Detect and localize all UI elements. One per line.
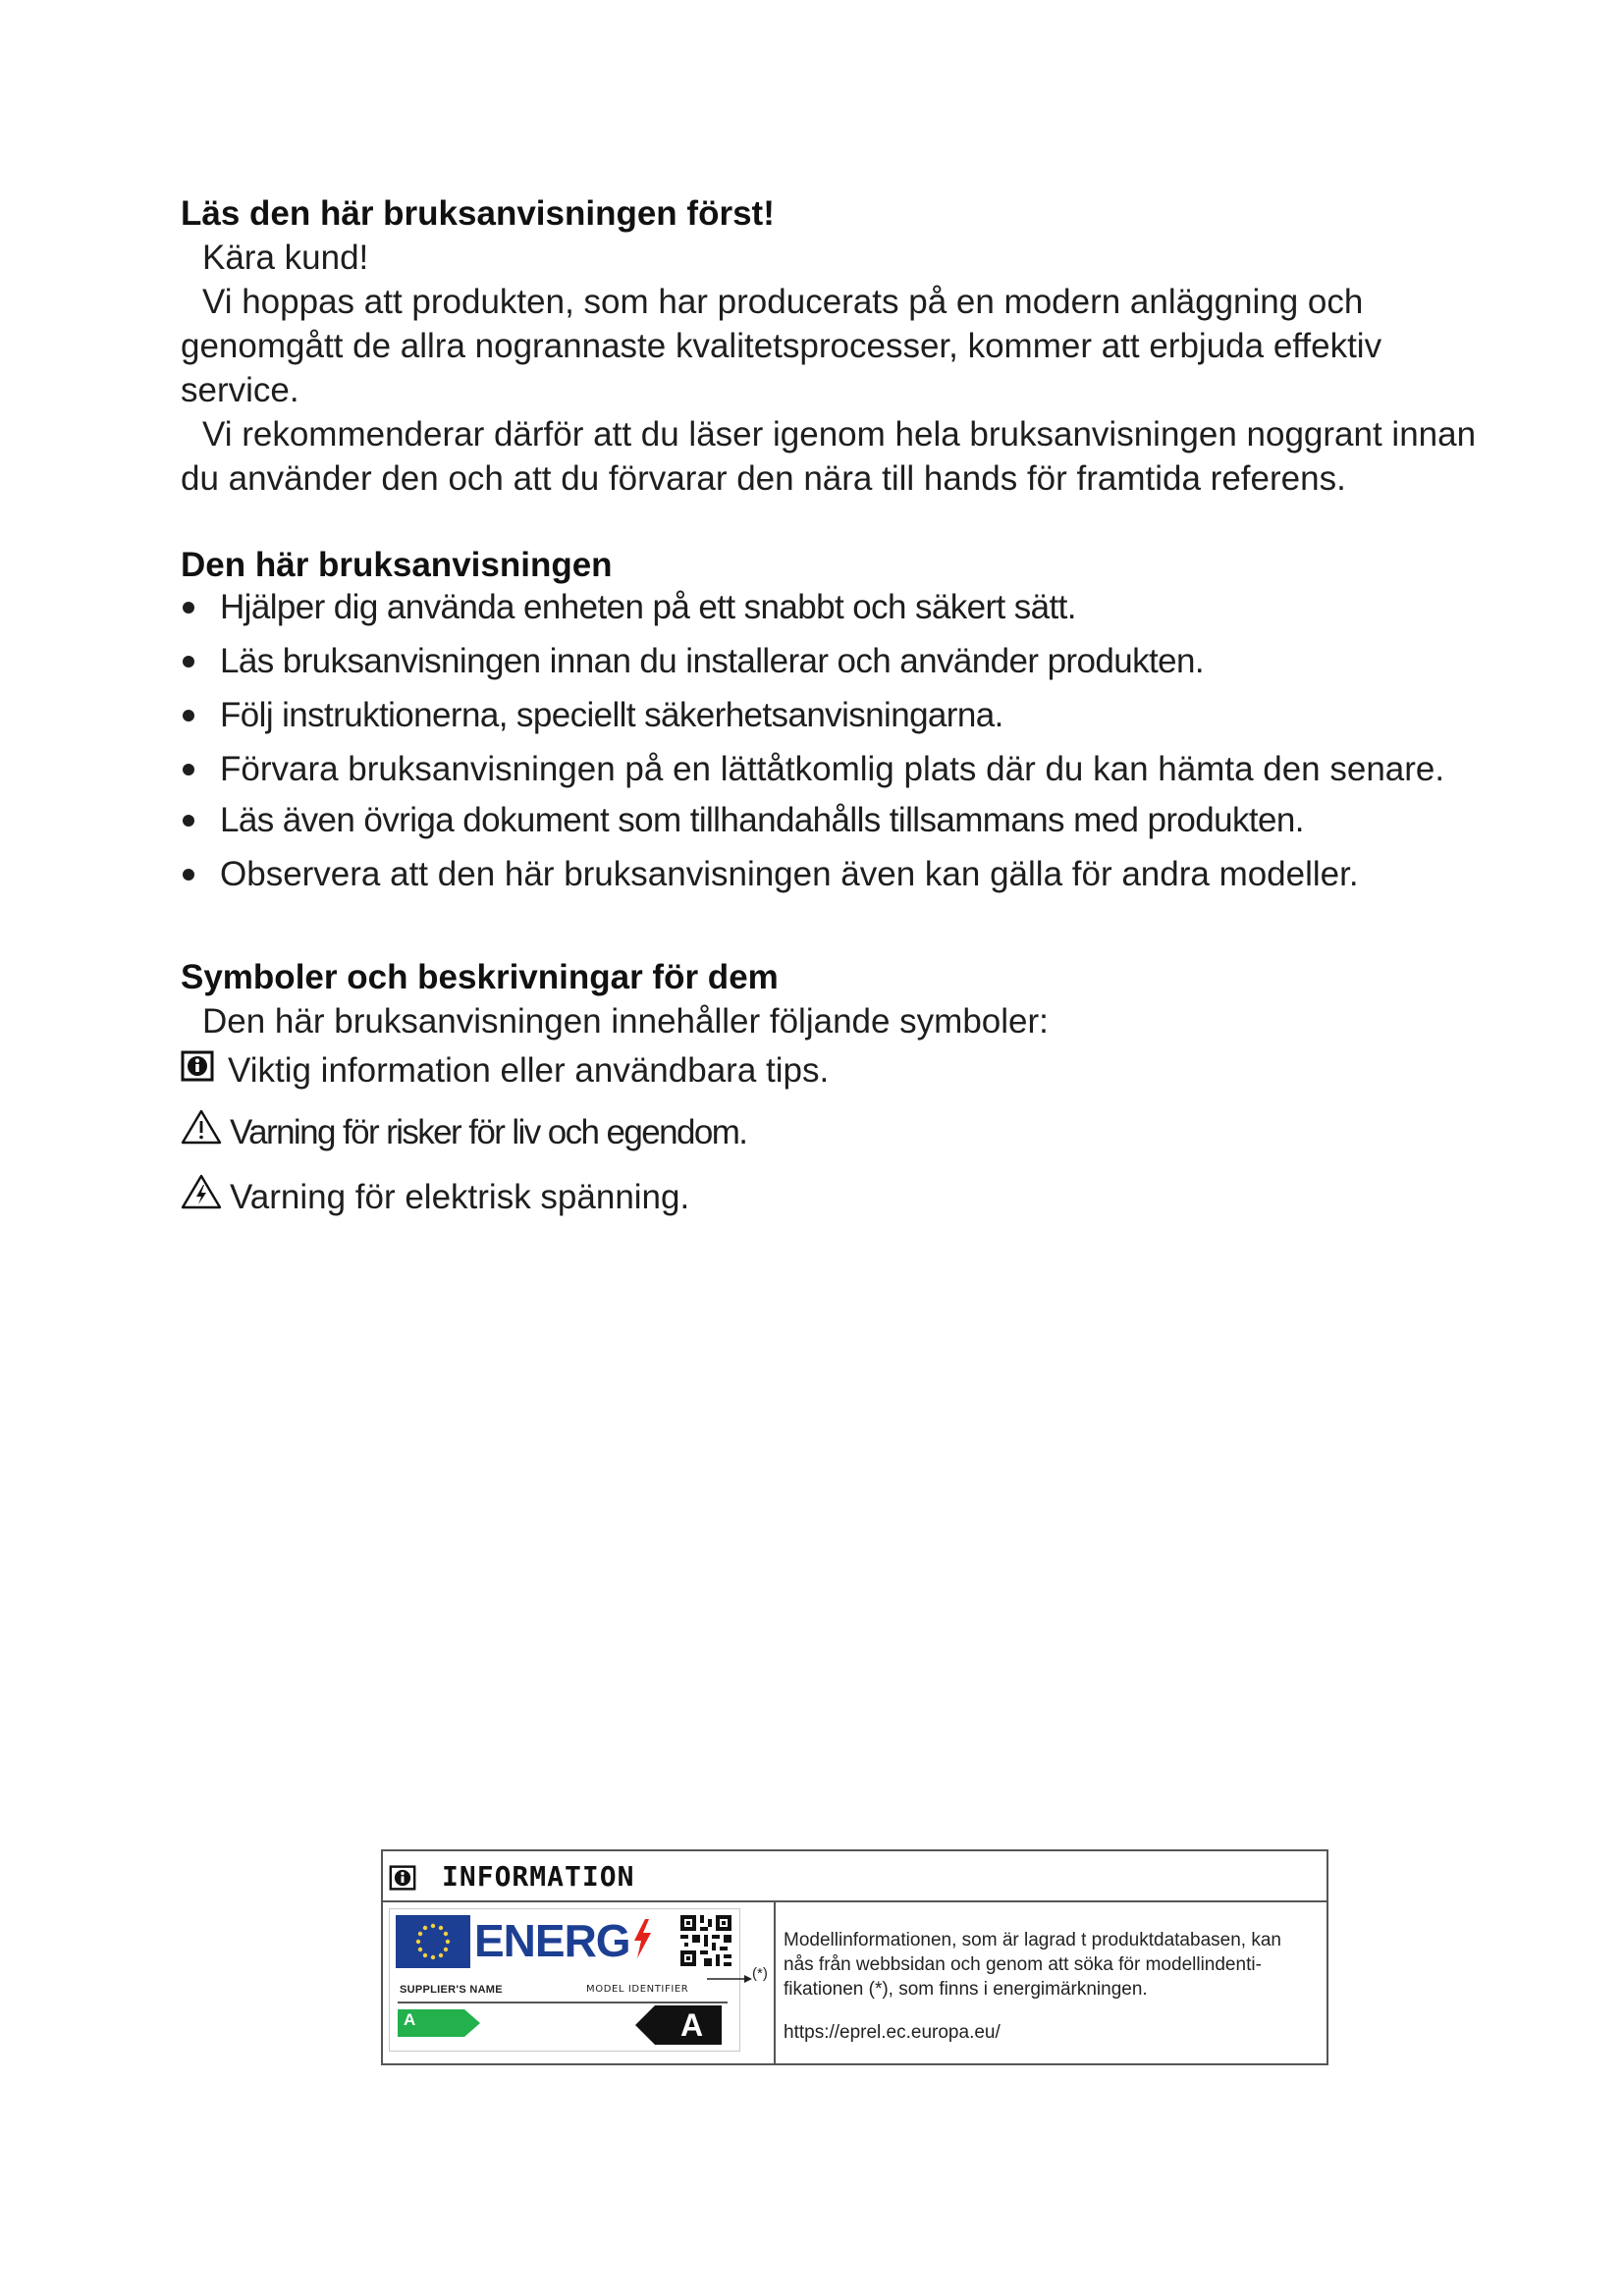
electric-warning-icon (181, 1174, 222, 1220)
list-item: Hjälper dig använda enheten på ett snabbt och säkert sätt. (181, 585, 1526, 639)
information-divider (774, 1902, 776, 2063)
symbol-row-warning: Varning för risker för liv och egendom. (181, 1109, 746, 1155)
label-divider (398, 2002, 728, 2003)
info-icon (181, 1048, 214, 1093)
eprel-link[interactable]: https://eprel.ec.europa.eu/ (784, 2022, 1001, 2043)
information-header (383, 1851, 1326, 1902)
energy-class-arrow-green: A (398, 2009, 480, 2042)
supplier-name-label: SUPPLIER'S NAME (400, 1984, 503, 1996)
info-icon (389, 1865, 416, 1896)
greeting: Kära kund! (202, 239, 369, 277)
information-description: Modellinformationen, som är lagrad t produktdatabasen, kan nås från webbsidan och genom att söka för modellindenti- fikationen (*), som finns i energimärkningen. (784, 1930, 1281, 2000)
energy-label-illustration (389, 1908, 740, 2052)
list-item: Observera att den här bruksanvisningen även kan gälla för andra modeller. (181, 852, 1526, 906)
symbol-row-electric: Varning för elektrisk spänning. (181, 1174, 689, 1220)
heading-symbols: Symboler och beskrivningar för dem (181, 958, 779, 996)
list-item: Läs även övriga dokument som tillhandahålls tillsammans med produkten. (181, 798, 1526, 852)
symbol-row-info: Viktig information eller användbara tips. (181, 1048, 829, 1093)
model-identifier-label: MODEL IDENTIFIER (586, 1984, 689, 1995)
warning-icon (181, 1109, 222, 1155)
bullet-dot-icon (183, 815, 194, 827)
model-marker: (*) (752, 1965, 768, 1982)
bullet-dot-icon (183, 869, 194, 881)
bullet-dot-icon (183, 764, 194, 775)
heading-read-first: Läs den här bruksanvisningen först! (181, 194, 775, 233)
qr-code-icon (680, 1915, 731, 1971)
manual-bullet-list (181, 585, 1526, 906)
intro-paragraph-2: Vi rekommenderar därför att du läser igenom hela bruksanvisningen noggrant innan du använder den och att du förvarar den nära till hands för framtida referens. (181, 415, 1477, 498)
lightning-bolt-icon (631, 1919, 653, 1963)
list-item: Förvara bruksanvisningen på en lättåtkomlig plats där du kan hämta den senare. (181, 747, 1526, 798)
energy-label-title: ENERG (474, 1915, 630, 1966)
arrow-right-icon (707, 1971, 752, 1989)
symbols-intro: Den här bruksanvisningen innehåller följande symboler: (202, 1002, 1049, 1041)
information-title: INFORMATION (442, 1860, 635, 1893)
intro-paragraph-1: Vi hoppas att produkten, som har producerats på en modern anläggning och genomgått de allra nogrannaste kvalitetsprocesser, kommer att erbjuda effektiv service. (181, 283, 1382, 409)
bullet-dot-icon (183, 710, 194, 721)
list-item: Följ instruktionerna, speciellt säkerhetsanvisningarna. (181, 693, 1526, 747)
bullet-dot-icon (183, 656, 194, 667)
list-item: Läs bruksanvisningen innan du installerar och använder produkten. (181, 639, 1526, 693)
bullet-dot-icon (183, 602, 194, 614)
heading-this-manual: Den här bruksanvisningen (181, 546, 613, 584)
information-box (381, 1849, 1328, 2065)
eu-flag-icon (396, 1915, 470, 1968)
energy-class-arrow-black: A (635, 2005, 722, 2050)
